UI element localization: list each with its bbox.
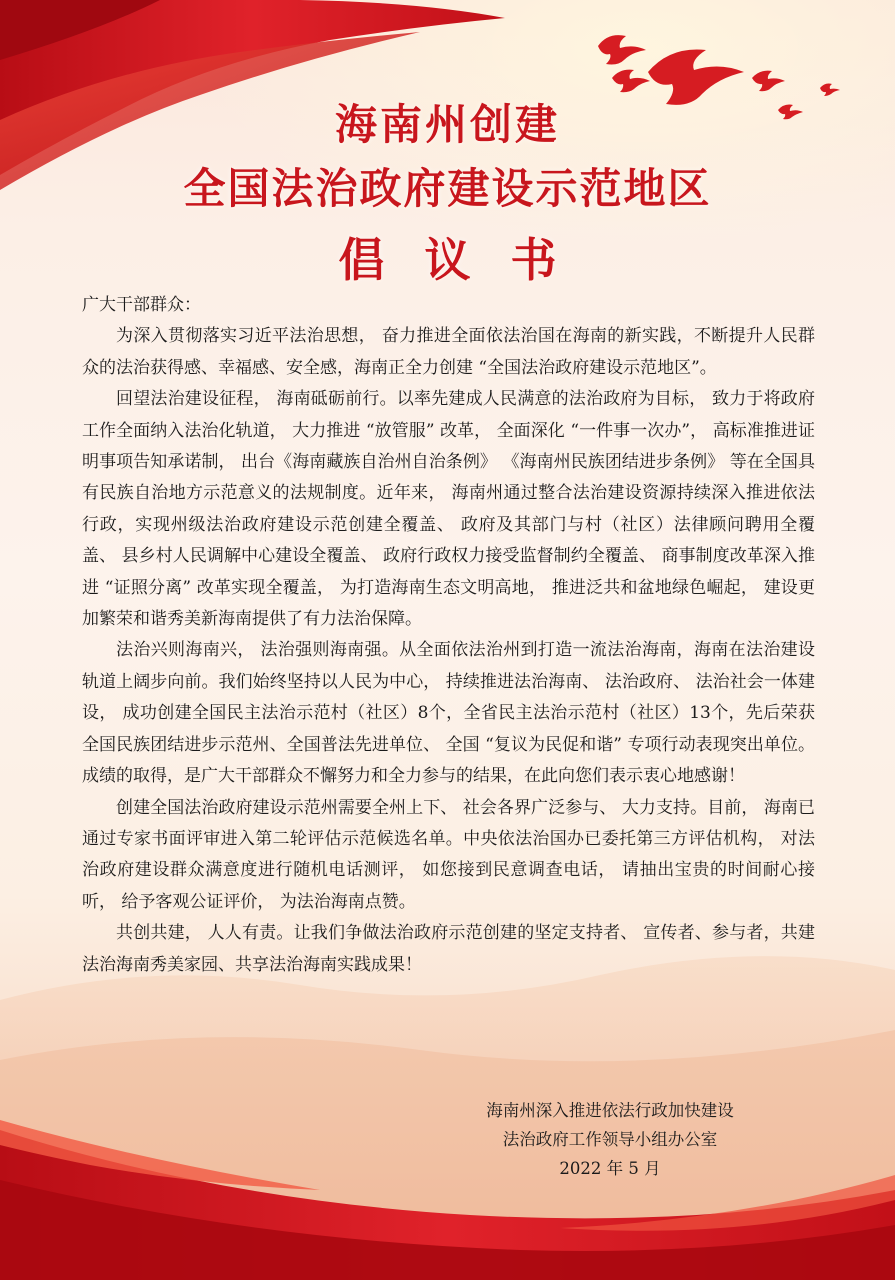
title-line-3: 倡议书: [338, 233, 597, 287]
title-line-2: 全国法治政府建设示范地区: [183, 164, 712, 213]
paragraph-3: 法治兴则海南兴， 法治强则海南强。从全面依法治州到打造一流法治海南，海南在法治建设轨道上阔步向前。我们始终坚持以人民为中心， 持续推进法治海南、 法治政府、 法治社会一体建设， 成功创建全国民主法治示范村（社区）8个，全省民主法治示范村（社区）13个，先后荣获全国民族团结进步示范州、全国普法先进单位、 全国 “复议为民促和谐” 专项行动表现突出单位。成绩的取得，是广大干部群众不懈努力和全力参与的结果，在此向您们表示衷心地感谢！: [82, 640, 815, 787]
signature-line-2: 法治政府工作领导小组办公室: [502, 1130, 718, 1149]
signature-date: 2022 年 5 月: [559, 1159, 661, 1178]
title-line-1: 海南州创建: [334, 100, 560, 149]
paragraph-2: 回望法治建设征程， 海南砥砺前行。以率先建成人民满意的法治政府为目标， 致力于将政府工作全面纳入法治化轨道， 大力推进 “放管服” 改革， 全面深化 “一件事一次办”， 高标准推进证明事项告知承诺制， 出台《海南藏族自治州自治条例》 《海南州民族团结进步条例》 等在全国具有民族自治地方示范意义的法规制度。近年来， 海南州通过整合法治建设资源持续深入推进依法行政，实现州级法治政府建设示范创建全覆盖、 政府及其部门与村（社区）法律顾问聘用全覆盖、 县乡村人民调解中心建设全覆盖、 政府行政权力接受监督制约全覆盖、 商事制度改革深入推进 “证照分离” 改革实现全覆盖， 为打造海南生态文明高地， 推进泛共和盆地绿色崛起， 建设更加繁荣和谐秀美新海南提供了有力法治保障。: [82, 389, 815, 630]
paragraph-5: 共创共建， 人人有责。让我们争做法治政府示范创建的坚定支持者、 宣传者、参与者，共建法治海南秀美家园、共享法治海南实践成果！: [82, 923, 815, 975]
signature-block: [440, 1096, 780, 1183]
paragraph-4: 创建全国法治政府建设示范州需要全州上下、 社会各界广泛参与、 大力支持。目前， 海南已通过专家书面评审进入第二轮评估示范候选名单。中央依法治国办已委托第三方评估机构， 对法治政府建设群众满意度进行随机电话测评， 如您接到民意调查电话， 请抽出宝贵的时间耐心接听， 给予客观公证评价， 为法治海南点赞。: [82, 797, 815, 912]
signature-line-1: 海南州深入推进依法行政加快建设: [486, 1101, 734, 1120]
paragraph-1: 为深入贯彻落实习近平法治思想， 奋力推进全面依法治国在海南的新实践，不断提升人民群众的法治获得感、幸福感、安全感，海南正全力创建 “全国法治政府建设示范地区”。: [82, 326, 815, 378]
greeting: 广大干部群众：: [82, 295, 201, 315]
letter-body: [82, 290, 815, 981]
